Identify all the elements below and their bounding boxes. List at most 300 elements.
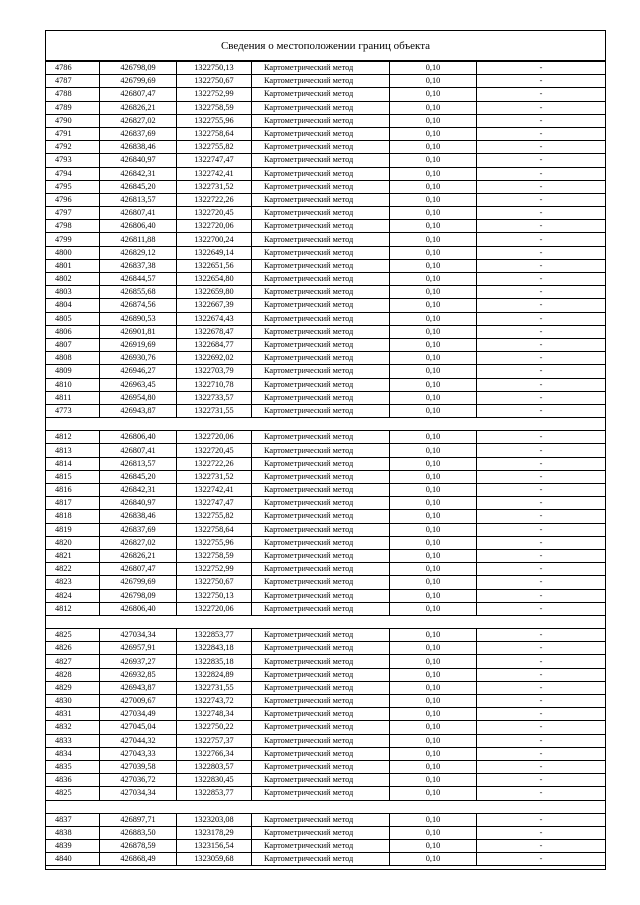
point-number-cell: 4825 [46,629,100,642]
method-cell: Картометрический метод [252,470,390,483]
note-cell: - [477,813,606,826]
point-number-cell: 4812 [46,431,100,444]
table-row [46,536,605,549]
note-cell: - [477,207,606,220]
method-cell: Картометрический метод [252,338,390,351]
x-coordinate-cell: 426827,02 [100,536,177,549]
accuracy-cell: 0,10 [390,549,477,562]
y-coordinate-cell: 1322766,34 [177,747,252,760]
method-cell: Картометрический метод [252,88,390,101]
accuracy-cell: 0,10 [390,655,477,668]
point-number-cell: 4806 [46,325,100,338]
accuracy-cell: 0,10 [390,721,477,734]
method-cell: Картометрический метод [252,549,390,562]
accuracy-cell: 0,10 [390,431,477,444]
table-row [46,642,605,655]
point-number-cell: 4817 [46,497,100,510]
accuracy-cell: 0,10 [390,510,477,523]
method-cell: Картометрический метод [252,312,390,325]
x-coordinate-cell: 427034,34 [100,787,177,800]
accuracy-cell: 0,10 [390,470,477,483]
point-number-cell: 4822 [46,563,100,576]
accuracy-cell: 0,10 [390,853,477,866]
note-cell: - [477,352,606,365]
accuracy-cell: 0,10 [390,114,477,127]
accuracy-cell: 0,10 [390,365,477,378]
accuracy-cell: 0,10 [390,734,477,747]
method-cell: Картометрический метод [252,180,390,193]
accuracy-cell: 0,10 [390,62,477,75]
table-row [46,853,605,866]
accuracy-cell: 0,10 [390,484,477,497]
note-cell: - [477,774,606,787]
accuracy-cell: 0,10 [390,536,477,549]
y-coordinate-cell: 1322758,64 [177,127,252,140]
table-row [46,681,605,694]
point-number-cell: 4837 [46,813,100,826]
table-row [46,813,605,826]
y-coordinate-cell: 1323203,08 [177,813,252,826]
note-cell: - [477,576,606,589]
point-number-cell: 4831 [46,708,100,721]
x-coordinate-cell: 426807,47 [100,563,177,576]
x-coordinate-cell: 426829,12 [100,246,177,259]
point-number-cell: 4830 [46,695,100,708]
x-coordinate-cell: 426842,31 [100,484,177,497]
table-row [46,549,605,562]
y-coordinate-cell: 1322824,89 [177,668,252,681]
note-cell: - [477,167,606,180]
x-coordinate-cell: 426806,40 [100,220,177,233]
accuracy-cell: 0,10 [390,312,477,325]
x-coordinate-cell: 426807,41 [100,444,177,457]
accuracy-cell: 0,10 [390,338,477,351]
accuracy-cell: 0,10 [390,193,477,206]
point-number-cell: 4814 [46,457,100,470]
method-cell: Картометрический метод [252,220,390,233]
note-cell: - [477,312,606,325]
y-coordinate-cell: 1322700,24 [177,233,252,246]
table-row [46,602,605,615]
method-cell: Картометрический метод [252,563,390,576]
table-row [46,233,605,246]
x-coordinate-cell: 426842,31 [100,167,177,180]
method-cell: Картометрический метод [252,141,390,154]
method-cell: Картометрический метод [252,391,390,404]
method-cell: Картометрический метод [252,774,390,787]
point-number-cell: 4819 [46,523,100,536]
point-number-cell: 4809 [46,365,100,378]
method-cell: Картометрический метод [252,75,390,88]
y-coordinate-cell: 1323156,54 [177,840,252,853]
note-cell: - [477,536,606,549]
x-coordinate-cell: 426937,27 [100,655,177,668]
note-cell: - [477,444,606,457]
x-coordinate-cell: 426837,69 [100,523,177,536]
y-coordinate-cell: 1322720,06 [177,602,252,615]
y-coordinate-cell: 1322758,64 [177,523,252,536]
method-cell: Картометрический метод [252,589,390,602]
method-cell: Картометрический метод [252,365,390,378]
point-number-cell: 4788 [46,88,100,101]
y-coordinate-cell: 1322722,26 [177,193,252,206]
x-coordinate-cell: 426901,81 [100,325,177,338]
accuracy-cell: 0,10 [390,88,477,101]
y-coordinate-cell: 1322853,77 [177,787,252,800]
note-cell: - [477,470,606,483]
y-coordinate-cell: 1322755,82 [177,141,252,154]
y-coordinate-cell: 1323059,68 [177,853,252,866]
point-number-cell: 4836 [46,774,100,787]
method-cell: Картометрический метод [252,695,390,708]
point-number-cell: 4811 [46,391,100,404]
y-coordinate-cell: 1322720,06 [177,220,252,233]
note-cell: - [477,826,606,839]
y-coordinate-cell: 1322758,59 [177,549,252,562]
point-number-cell: 4835 [46,760,100,773]
table-row [46,259,605,272]
method-cell: Картометрический метод [252,642,390,655]
note-cell: - [477,734,606,747]
point-number-cell: 4805 [46,312,100,325]
x-coordinate-cell: 426837,69 [100,127,177,140]
accuracy-cell: 0,10 [390,207,477,220]
table-row [46,708,605,721]
y-coordinate-cell: 1322750,67 [177,576,252,589]
y-coordinate-cell: 1322748,34 [177,708,252,721]
point-number-cell: 4829 [46,681,100,694]
method-cell: Картометрический метод [252,523,390,536]
method-cell: Картометрический метод [252,721,390,734]
table-row [46,101,605,114]
accuracy-cell: 0,10 [390,391,477,404]
method-cell: Картометрический метод [252,813,390,826]
y-coordinate-cell: 1322755,96 [177,114,252,127]
table-row [46,655,605,668]
accuracy-cell: 0,10 [390,457,477,470]
table-row [46,312,605,325]
table-row [46,747,605,760]
point-number-cell: 4793 [46,154,100,167]
y-coordinate-cell: 1322654,80 [177,273,252,286]
method-cell: Картометрический метод [252,286,390,299]
accuracy-cell: 0,10 [390,563,477,576]
accuracy-cell: 0,10 [390,840,477,853]
x-coordinate-cell: 426890,53 [100,312,177,325]
point-number-cell: 4791 [46,127,100,140]
x-coordinate-cell: 426957,91 [100,642,177,655]
point-number-cell: 4826 [46,642,100,655]
table-row [46,352,605,365]
point-number-cell: 4838 [46,826,100,839]
note-cell: - [477,299,606,312]
note-cell: - [477,365,606,378]
group-separator-cell [46,800,605,813]
table-row [46,734,605,747]
note-cell: - [477,681,606,694]
method-cell: Картометрический метод [252,299,390,312]
x-coordinate-cell: 426837,38 [100,259,177,272]
y-coordinate-cell: 1322710,78 [177,378,252,391]
accuracy-cell: 0,10 [390,233,477,246]
method-cell: Картометрический метод [252,246,390,259]
point-number-cell: 4807 [46,338,100,351]
point-number-cell: 4834 [46,747,100,760]
y-coordinate-cell: 1322742,41 [177,484,252,497]
table-row [46,774,605,787]
y-coordinate-cell: 1322747,47 [177,497,252,510]
accuracy-cell: 0,10 [390,127,477,140]
table-row [46,167,605,180]
note-cell: - [477,602,606,615]
x-coordinate-cell: 426838,46 [100,510,177,523]
x-coordinate-cell: 426943,87 [100,681,177,694]
y-coordinate-cell: 1322750,67 [177,75,252,88]
y-coordinate-cell: 1322649,14 [177,246,252,259]
y-coordinate-cell: 1322720,45 [177,207,252,220]
table-row [46,207,605,220]
x-coordinate-cell: 426806,40 [100,602,177,615]
method-cell: Картометрический метод [252,840,390,853]
table-row [46,114,605,127]
y-coordinate-cell: 1322853,77 [177,629,252,642]
accuracy-cell: 0,10 [390,101,477,114]
method-cell: Картометрический метод [252,444,390,457]
table-row [46,75,605,88]
accuracy-cell: 0,10 [390,273,477,286]
point-number-cell: 4820 [46,536,100,549]
table-row [46,220,605,233]
accuracy-cell: 0,10 [390,787,477,800]
group-separator-cell [46,418,605,431]
y-coordinate-cell: 1322659,80 [177,286,252,299]
method-cell: Картометрический метод [252,62,390,75]
point-number-cell: 4828 [46,668,100,681]
accuracy-cell: 0,10 [390,246,477,259]
note-cell: - [477,88,606,101]
accuracy-cell: 0,10 [390,774,477,787]
note-cell: - [477,431,606,444]
accuracy-cell: 0,10 [390,167,477,180]
accuracy-cell: 0,10 [390,668,477,681]
table-row [46,457,605,470]
point-number-cell: 4796 [46,193,100,206]
method-cell: Картометрический метод [252,273,390,286]
x-coordinate-cell: 426827,02 [100,114,177,127]
point-number-cell: 4813 [46,444,100,457]
accuracy-cell: 0,10 [390,642,477,655]
accuracy-cell: 0,10 [390,589,477,602]
table-row [46,510,605,523]
y-coordinate-cell: 1323178,29 [177,826,252,839]
method-cell: Картометрический метод [252,193,390,206]
x-coordinate-cell: 426807,41 [100,207,177,220]
note-cell: - [477,655,606,668]
note-cell: - [477,127,606,140]
x-coordinate-cell: 427034,34 [100,629,177,642]
x-coordinate-cell: 427044,32 [100,734,177,747]
table-row [46,325,605,338]
note-cell: - [477,141,606,154]
note-cell: - [477,101,606,114]
table-row [46,88,605,101]
x-coordinate-cell: 427043,33 [100,747,177,760]
x-coordinate-cell: 426844,57 [100,273,177,286]
method-cell: Картометрический метод [252,708,390,721]
x-coordinate-cell: 426943,87 [100,404,177,417]
point-number-cell: 4821 [46,549,100,562]
method-cell: Картометрический метод [252,760,390,773]
table-row [46,246,605,259]
point-number-cell: 4824 [46,589,100,602]
x-coordinate-cell: 426806,40 [100,431,177,444]
accuracy-cell: 0,10 [390,576,477,589]
note-cell: - [477,457,606,470]
table-row [46,470,605,483]
y-coordinate-cell: 1322830,45 [177,774,252,787]
y-coordinate-cell: 1322747,47 [177,154,252,167]
group-separator-row [46,800,605,813]
x-coordinate-cell: 426811,88 [100,233,177,246]
y-coordinate-cell: 1322803,57 [177,760,252,773]
accuracy-cell: 0,10 [390,325,477,338]
method-cell: Картометрический метод [252,404,390,417]
table-row [46,378,605,391]
note-cell: - [477,747,606,760]
point-number-cell: 4833 [46,734,100,747]
note-cell: - [477,787,606,800]
note-cell: - [477,668,606,681]
x-coordinate-cell: 426868,49 [100,853,177,866]
point-number-cell: 4789 [46,101,100,114]
point-number-cell: 4786 [46,62,100,75]
x-coordinate-cell: 426798,09 [100,589,177,602]
point-number-cell: 4802 [46,273,100,286]
note-cell: - [477,629,606,642]
x-coordinate-cell: 426840,97 [100,154,177,167]
note-cell: - [477,549,606,562]
x-coordinate-cell: 426897,71 [100,813,177,826]
point-number-cell: 4803 [46,286,100,299]
accuracy-cell: 0,10 [390,299,477,312]
point-number-cell: 4795 [46,180,100,193]
table-row [46,497,605,510]
method-cell: Картометрический метод [252,378,390,391]
y-coordinate-cell: 1322733,57 [177,391,252,404]
point-number-cell: 4804 [46,299,100,312]
boundary-sheet [45,30,606,870]
x-coordinate-cell: 426883,50 [100,826,177,839]
note-cell: - [477,286,606,299]
note-cell: - [477,523,606,536]
note-cell: - [477,62,606,75]
method-cell: Картометрический метод [252,787,390,800]
point-number-cell: 4797 [46,207,100,220]
table-row [46,338,605,351]
note-cell: - [477,154,606,167]
method-cell: Картометрический метод [252,484,390,497]
table-row [46,589,605,602]
note-cell: - [477,484,606,497]
method-cell: Картометрический метод [252,510,390,523]
accuracy-cell: 0,10 [390,259,477,272]
y-coordinate-cell: 1322752,99 [177,563,252,576]
table-row [46,523,605,536]
method-cell: Картометрический метод [252,167,390,180]
table-row [46,154,605,167]
table-row [46,404,605,417]
y-coordinate-cell: 1322651,56 [177,259,252,272]
point-number-cell: 4810 [46,378,100,391]
x-coordinate-cell: 426963,45 [100,378,177,391]
table-row [46,563,605,576]
accuracy-cell: 0,10 [390,378,477,391]
point-number-cell: 4823 [46,576,100,589]
accuracy-cell: 0,10 [390,523,477,536]
x-coordinate-cell: 426840,97 [100,497,177,510]
note-cell: - [477,589,606,602]
x-coordinate-cell: 426855,68 [100,286,177,299]
table-row [46,62,605,75]
x-coordinate-cell: 426932,85 [100,668,177,681]
method-cell: Картометрический метод [252,127,390,140]
note-cell: - [477,708,606,721]
accuracy-cell: 0,10 [390,180,477,193]
y-coordinate-cell: 1322750,22 [177,721,252,734]
note-cell: - [477,404,606,417]
method-cell: Картометрический метод [252,207,390,220]
y-coordinate-cell: 1322731,55 [177,404,252,417]
point-number-cell: 4787 [46,75,100,88]
x-coordinate-cell: 426798,09 [100,62,177,75]
method-cell: Картометрический метод [252,497,390,510]
note-cell: - [477,220,606,233]
x-coordinate-cell: 426799,69 [100,576,177,589]
accuracy-cell: 0,10 [390,681,477,694]
method-cell: Картометрический метод [252,681,390,694]
note-cell: - [477,325,606,338]
table-row [46,193,605,206]
table-row [46,444,605,457]
accuracy-cell: 0,10 [390,352,477,365]
table-row [46,141,605,154]
note-cell: - [477,695,606,708]
x-coordinate-cell: 426845,20 [100,180,177,193]
point-number-cell: 4832 [46,721,100,734]
table-row [46,180,605,193]
table-row [46,299,605,312]
x-coordinate-cell: 426919,69 [100,338,177,351]
point-number-cell: 4818 [46,510,100,523]
table-row [46,695,605,708]
x-coordinate-cell: 426874,56 [100,299,177,312]
note-cell: - [477,642,606,655]
table-row [46,484,605,497]
group-separator-row [46,418,605,431]
x-coordinate-cell: 426826,21 [100,549,177,562]
x-coordinate-cell: 426954,80 [100,391,177,404]
note-cell: - [477,193,606,206]
note-cell: - [477,510,606,523]
point-number-cell: 4812 [46,602,100,615]
y-coordinate-cell: 1322750,13 [177,62,252,75]
x-coordinate-cell: 426813,57 [100,193,177,206]
note-cell: - [477,75,606,88]
y-coordinate-cell: 1322755,82 [177,510,252,523]
method-cell: Картометрический метод [252,668,390,681]
x-coordinate-cell: 426845,20 [100,470,177,483]
y-coordinate-cell: 1322731,52 [177,180,252,193]
